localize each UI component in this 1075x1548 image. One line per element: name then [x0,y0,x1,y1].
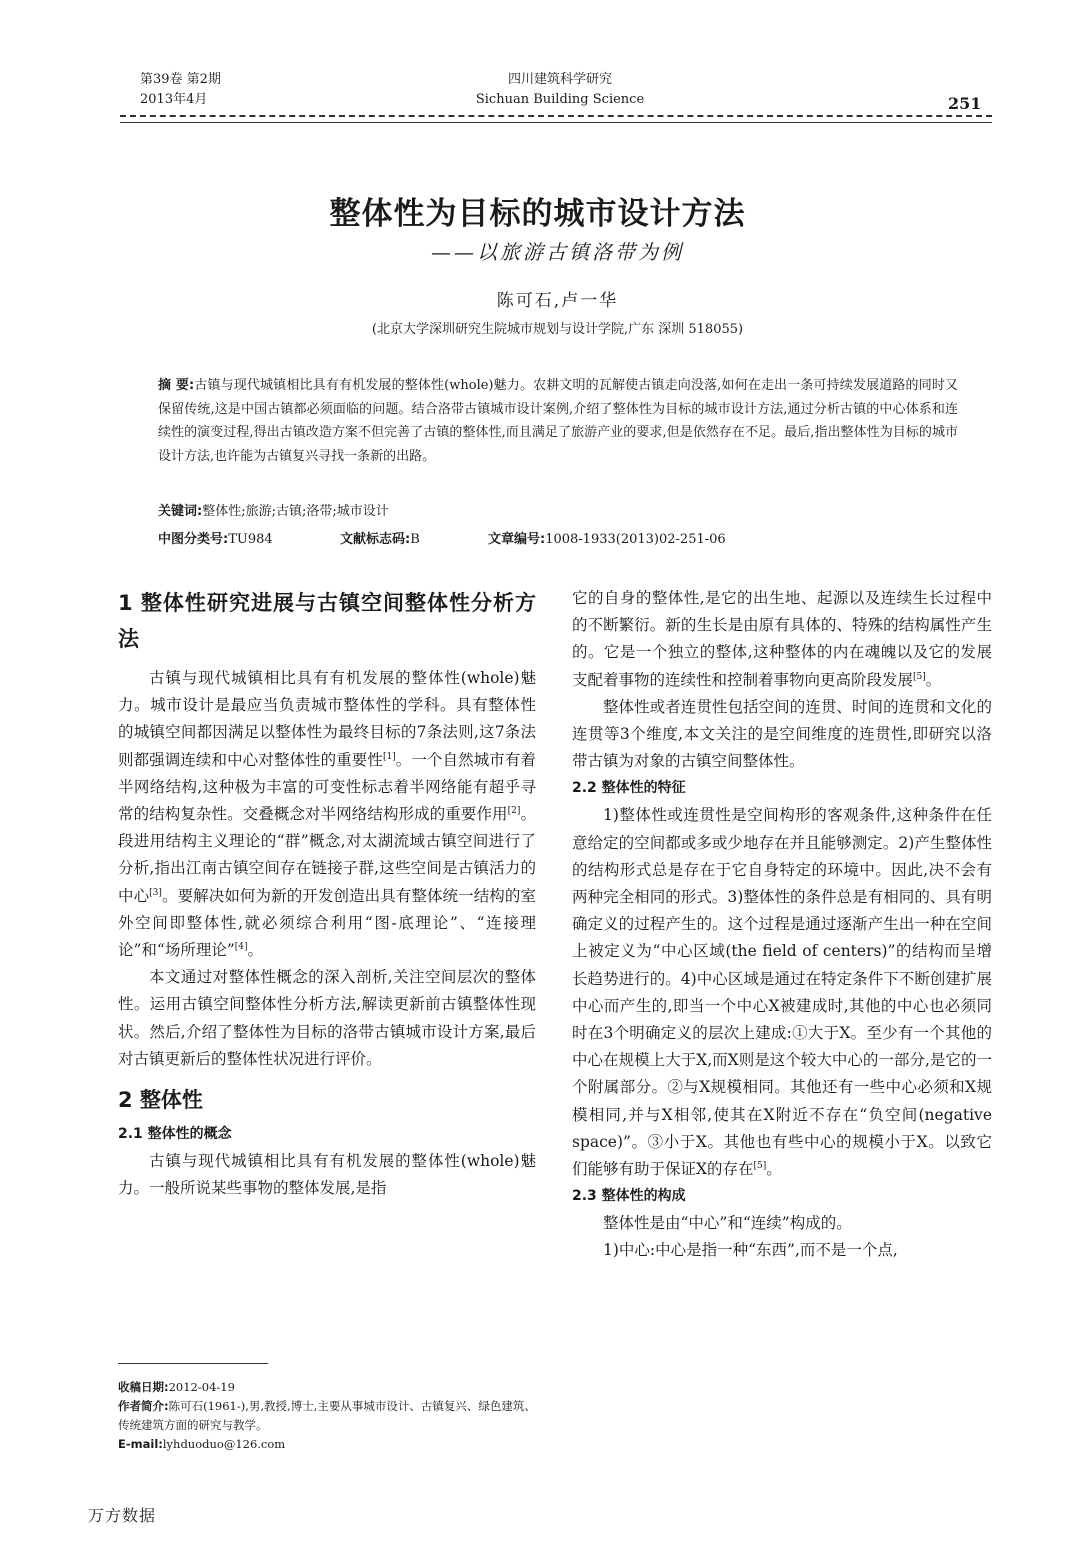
paragraph: 整体性或者连贯性包括空间的连贯、时间的连贯和文化的连贯等3个维度,本文关注的是空间维度的连贯性,即研究以洛带古镇为对象的古镇空间整体性。 [572,697,992,771]
article-label: 文章编号: [488,532,546,547]
abstract-label: 摘 要: [158,378,195,393]
keywords [158,502,958,522]
footnote-rule [118,1363,268,1364]
author-bio [118,1397,536,1435]
section-2-2-heading: 2.2 整体性的特征 [572,780,686,797]
footnote [118,1378,536,1454]
journal-name-en: Sichuan Building Science [475,92,645,107]
section-2-heading: 2 整体性 [118,1088,203,1113]
keywords-label: 关键词: [158,504,203,519]
paragraph-text: 1)整体性或连贯性是空间构形的客观条件,这种条件在任意给定的空间都或多或少地存在并且能够测定。2)产生整体性的结构形式总是存在于它自身特定的环境中。因此,决不会有两种完全相同的形式。3)整体性的条件总是有相同的、具有明确定义的过程产生的。这个过程是通过逐渐产生出一种在空间上被定义为“中心区域(the field of centers)”的结构而呈增长趋势进行的。4)中心区域是通过在特定条件下不断创建扩展中心而产生的,即当一个中心X被建成时,其他的中心也必须同时在3个明确定义的层次上建成:①大于X。至少有一个其他的中心在规模上大于X,而X则是这个较大中心的一部分,是它的一个附属部分。②与X规模相同。其他还有一些中心必须和X规模相同,并与X相邻,使其在X附近不存在“负空间(negative space)”。③小于X。其他也有些中心的规模小于X。以致它们能够有助于保证X的存在 [572,806,992,1179]
author-affiliation: (北京大学深圳研究生院城市规划与设计学院,广东 深圳 518055) [371,322,744,337]
running-header-center [440,70,680,110]
author-bio-text: 陈可石(1961-),男,教授,博士,主要从事城市设计、古镇复兴、绿色建筑、传统建筑方面的研究与教学。 [118,1399,536,1432]
issue-date: 2013年4月 [140,92,208,107]
paragraph-text: 。 [766,1160,782,1179]
page-number: 251 [948,94,982,113]
citation: [2] [507,805,521,816]
received-label: 收稿日期: [118,1380,169,1394]
citation: [3] [149,887,162,898]
paragraph-text: 。要解决如何为新的开发创造出具有整体统一结构的室外空间即整体性,就必须综合利用“图-底理论”、“连接理论”和“场所理论” [118,886,536,960]
paragraph [572,802,992,1183]
paragraph: 整体性是由“中心”和“连续”构成的。 [603,1214,852,1233]
left-column [118,585,536,1202]
abstract [158,374,958,468]
citation: [5] [913,671,926,682]
citation: [5] [753,1160,767,1171]
document-code [340,530,420,550]
right-column [572,585,992,1265]
watermark: 万方数据 [88,1506,157,1525]
header-rule-dashed [120,115,992,117]
paragraph-text: 。 [247,941,264,960]
received-date [118,1378,536,1397]
doc-label: 文献标志码: [340,532,411,547]
abstract-text: 古镇与现代城镇相比具有有机发展的整体性(whole)魅力。农耕文明的瓦解使古镇走向没落,如何在走出一条可持续发展道路的同时又保留传统,这是中国古镇都必须面临的问题。结合洛带古镇城市设计案例,介绍了整体性为目标的城市设计方法,通过分析古镇的中心体系和连续性的演变过程,得出古镇改造方案不但完善了古镇的整体性,而且满足了旅游产业的要求,但是依然存在不足。最后,指出整体性为目标的城市设计方法,也许能为古镇复兴寻找一条新的出路。 [158,378,958,464]
article-title: 整体性为目标的城市设计方法 [329,196,746,232]
section-1-heading: 1 整体性研究进展与古镇空间整体性分析方法 [118,591,536,651]
section-2-3-heading: 2.3 整体性的构成 [572,1188,686,1205]
paragraph [572,585,992,694]
paragraph-text: 。段进用结构主义理论的“群”概念,对太湖流域古镇空间进行了分析,指出江南古镇空间存在链接子群,这些空间是古镇活力的中心 [118,805,536,905]
doc-value: B [410,532,420,547]
paragraph: 1)中心:中心是指一种“东西”,而不是一个点, [603,1241,898,1260]
paragraph-text: 。一个自然城市有着半网络结构,这种极为丰富的可变性标志着半网络能有超乎寻常的结构复杂性。交叠概念对半网络结构形成的重要作用 [118,750,536,824]
article-subtitle: ——以旅游古镇洛带为例 [431,240,684,264]
journal-name-cn: 四川建筑科学研究 [507,72,612,87]
email [118,1435,536,1454]
citation: [1] [382,751,396,762]
author-bio-label: 作者简介: [118,1399,169,1413]
running-header-left [140,70,221,110]
keywords-text: 整体性;旅游;古镇;洛带;城市设计 [202,504,389,519]
paragraph: 古镇与现代城镇相比具有有机发展的整体性(whole)魅力。一般所说某些事物的整体发展,是指 [118,1152,536,1198]
paragraph [118,665,536,964]
email-label: E-mail: [118,1437,163,1451]
header-rule-solid [120,122,992,123]
paragraph: 本文通过对整体性概念的深入剖析,关注空间层次的整体性。运用古镇空间整体性分析方法,解读更新前古镇整体性现状。然后,介绍了整体性为目标的洛带古镇城市设计方案,最后对古镇更新后的整体性状况进行评价。 [118,968,536,1068]
citation: [4] [234,941,248,952]
clc-value: TU984 [228,532,273,547]
section-2-1-heading: 2.1 整体性的概念 [118,1126,232,1143]
article-number [488,530,726,550]
clc-code [158,530,273,550]
volume-issue: 第39卷 第2期 [140,72,221,87]
email-value: lyhduoduo@126.com [162,1437,286,1451]
article-authors: 陈可石,卢一华 [496,291,619,311]
paragraph-text: 它的自身的整体性,是它的出生地、起源以及连续生长过程中的不断繁衍。新的生长是由原有具体的、特殊的结构属性产生的。它是一个独立的整体,这种整体的内在魂魄以及它的发展支配着事物的连续性和控制着事物向更高阶段发展 [572,589,992,689]
article-value: 1008-1933(2013)02-251-06 [545,532,726,547]
received-value: 2012-04-19 [168,1380,235,1394]
paragraph-text: 。 [925,670,942,689]
clc-label: 中图分类号: [158,532,229,547]
paragraph-text: 古镇与现代城镇相比具有有机发展的整体性(whole)魅力。城市设计是最应当负责城市整体性的学科。具有整体性的城镇空间都因满足以整体性为最终目标的7条法则,这7条法则都强调连续和中心对整体性的重要性 [118,669,536,769]
